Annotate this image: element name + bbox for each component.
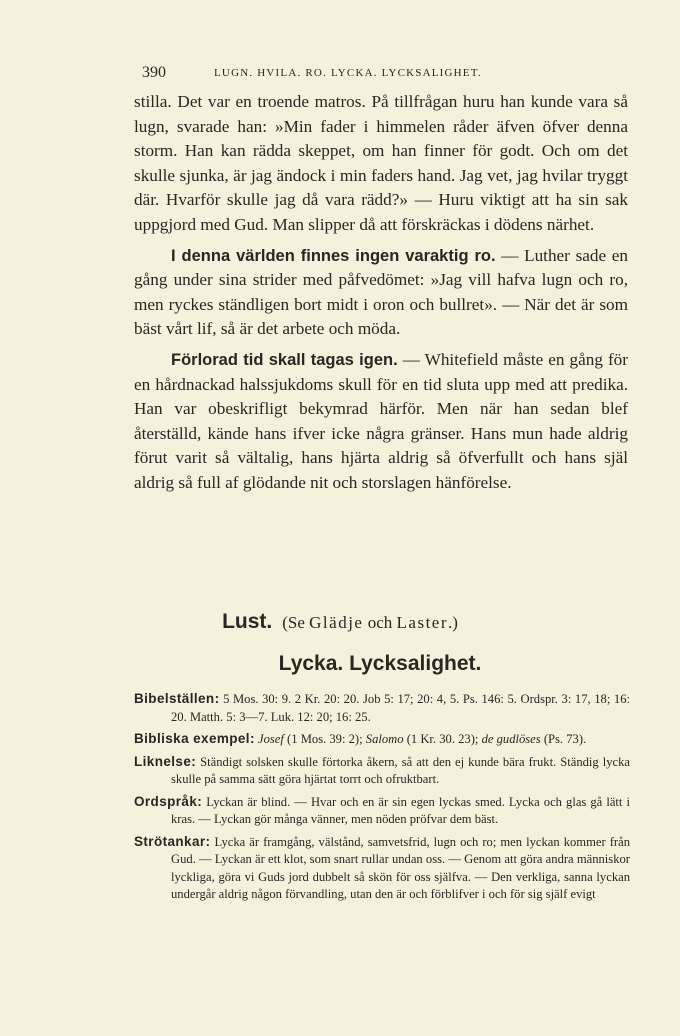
lust-ref-close: .) [448, 613, 458, 632]
paragraph-heading-tid: Förlorad tid skall tagas igen. [171, 350, 398, 369]
lust-title: Lust. [222, 610, 273, 633]
example-ref-gudloses: (Ps. 73). [540, 732, 587, 746]
example-name-gudloses: de gudlöses [481, 732, 541, 746]
entry-label-strotankar: Strötankar: [134, 833, 211, 849]
main-text [134, 90, 628, 496]
entry-bibliska-exempel [134, 730, 630, 749]
page-header [142, 64, 562, 86]
entry-bibelstallen [134, 690, 630, 726]
page-number: 390 [142, 64, 166, 81]
paragraph-tid [134, 348, 628, 496]
entry-text-liknelse: Ständigt solsken skulle förtorka åkern, så att den ej kunde bära frukt. Ständig lycka skulle på samma sätt göra hjärtat torrt och ofruktbart. [171, 754, 630, 786]
entry-label-bibelstallen: Bibelställen: [134, 691, 220, 706]
paragraph-text-ro: — Luther sade en gång under sina strider med påfvedömet: »Jag vill hafva lugn och ro, men ryckes ständligen bort midt i oron och bullret». — När det är som bäst vårt lif, så är det arbete och möda. [134, 245, 629, 339]
entry-liknelse [134, 753, 630, 789]
paragraph-ro [134, 244, 628, 342]
lust-ref-gladje: Glädje [309, 613, 364, 632]
paragraph-text-tid: — Whitefield måste en gång för en hårdnackad halssjukdoms skull för en tid sluta upp med att predika. Han var obeskrifligt bekymrad härför. Men när han sedan blef återställd, kände hans ifver icke några gränser. Hans mun hade aldrig förut varit så vältalig, hans hjärta aldrig så öfverfullt och hans själ aldrig så full af glödande nit och storslagen hänförelse. [134, 349, 629, 492]
entry-ordsprak [134, 793, 630, 829]
entry-text-ordsprak: Lyckan är blind. — Hvar och en är sin egen lyckas smed. Lycka och glas gå lätt i kras. — Lyckan gör många vänner, men nöden pröfvar dem bäst. [171, 794, 630, 826]
entry-label-bibliska-exempel: Bibliska exempel: [134, 731, 255, 746]
example-name-josef: Josef [258, 732, 284, 746]
paragraph-storm: stilla. Det var en troende matros. På tillfrågan huru han kunde vara så lugn, svarade han: »Min fader i himmelen råder äfven öfver denna storm. Han kan rädda skeppet, om han finner för godt. Och om det skulle sjunka, är jag ändock i min faders hand. Jag vet, jag hvilar tryggt där. Hvarför skulle jag då vara rädd?» — Huru viktigt att ha sin sak uppgjord med Gud. Man slipper då att förskräckas i dödens närhet. [134, 92, 628, 234]
entry-text-strotankar: Lycka är framgång, välstånd, samvetsfrid, lugn och ro; men lyckan kommer från Gud. — Lyckan är ett klot, som snart rullar undan oss. — Genom att göra andra människor lyckliga, göra vi Guds jord dubbelt så skön för oss själfva. — Den verkliga, sanna lyckan undergår aldrig någon förvandling, utan den är och förblifver i och för sig själf evigt [171, 834, 630, 901]
entry-strotankar [134, 833, 630, 904]
lust-ref-laster: Laster [396, 613, 449, 632]
example-ref-josef: (1 Mos. 39: 2); [283, 732, 366, 746]
example-name-salomo: Salomo [365, 732, 404, 746]
lust-ref-and: och [363, 613, 397, 632]
lycka-entries [134, 690, 630, 908]
example-ref-salomo: (1 Kr. 30. 23); [403, 732, 482, 746]
entry-label-ordsprak: Ordspråk: [134, 793, 203, 809]
entry-label-liknelse: Liknelse: [134, 753, 197, 769]
running-head: LUGN. HVILA. RO. LYCKA. LYCKSALIGHET. [214, 67, 482, 79]
lust-ref-open: (Se [282, 613, 310, 632]
entry-text-bibelstallen: 5 Mos. 30: 9. 2 Kr. 20: 20. Job 5: 17; 20: 4, 5. Ps. 146: 5. Ordspr. 3: 17, 18; 16: 20. Matth. 5: 3—7. Luk. 12: 20; 16: 25. [171, 692, 630, 724]
lust-entry [0, 610, 680, 634]
section-title-lycka: Lycka. Lycksalighet. [278, 652, 482, 675]
paragraph-heading-ro: I denna världen finnes ingen varaktig ro. [171, 246, 496, 265]
